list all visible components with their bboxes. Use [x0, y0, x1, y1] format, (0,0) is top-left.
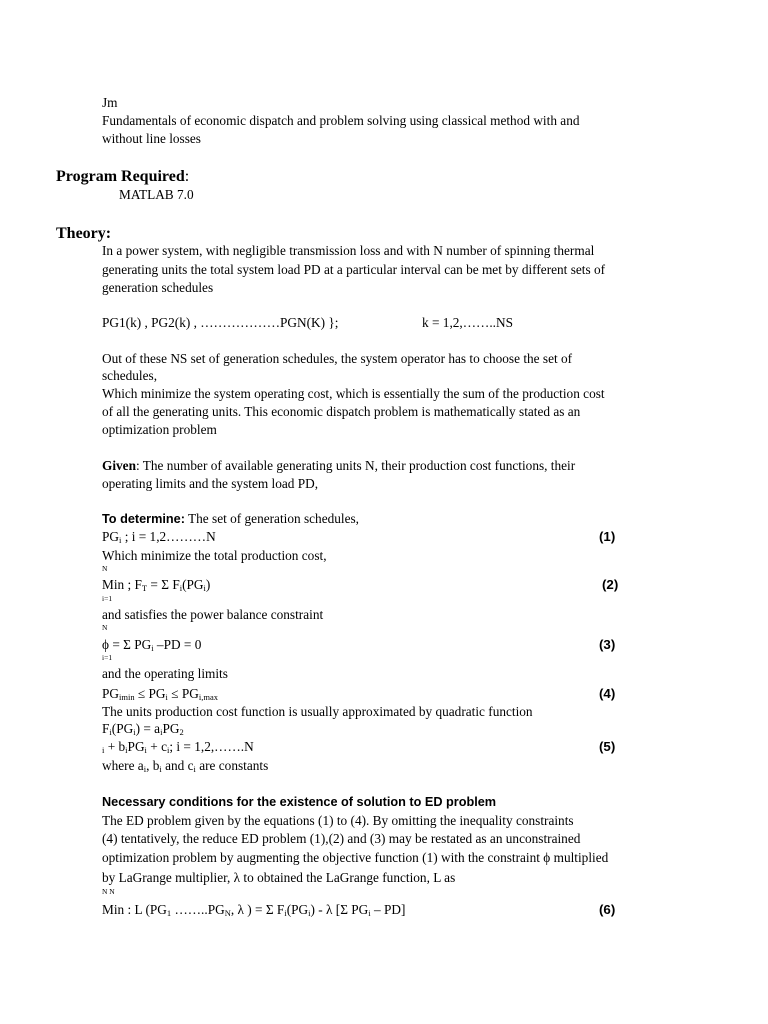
sum-lower-limit-2: i=1: [102, 653, 113, 662]
necessary-line-1: The ED problem given by the equations (1) to (4). By omitting the inequality constraints: [102, 813, 574, 828]
equation-5-number: (5): [599, 739, 616, 754]
para2-line-3: Which minimize the system operating cost, which is essentially the sum of the production cost: [102, 386, 605, 401]
power-balance-text: and satisfies the power balance constraint: [102, 607, 324, 622]
equation-6: Min : L ($PG_1$ $\dots\dots..PG_N$, λ ) = Σ $F_i(PG_i)$ - λ [Σ $PG_i - PD$]: [102, 902, 406, 918]
equation-3-number: (3): [599, 637, 616, 652]
constants-text: where $a_i$, $b_i$ and $c_i$ are constants: [102, 758, 269, 774]
equation-5-line-1: $F_i(PG_i) = a_iPG_2$: [102, 721, 184, 737]
equation-1-number: (1): [599, 529, 616, 544]
necessary-heading: Necessary conditions for the existence of solution to ED problem: [102, 795, 497, 809]
min-total-text: Which minimize the total production cost,: [102, 548, 327, 563]
equation-2-number: (2): [602, 577, 619, 592]
equation-4: $PG_{imin} \le PG_i \le PG_{i,max}$: [102, 686, 218, 702]
para2-line-5: optimization problem: [102, 422, 217, 437]
given-line-2: operating limits and the system load PD,: [102, 476, 319, 491]
document-id: Jm: [102, 95, 118, 110]
para2-line-1: Out of these NS set of generation schedules, the system operator has to choose the set of: [102, 351, 573, 366]
sum-upper-limit-2: N: [102, 623, 108, 632]
program-heading: Program Required:: [56, 168, 190, 185]
sum-upper-limits: N N: [102, 887, 115, 896]
theory-intro-1: In a power system, with negligible transmission loss and with N number of spinning thermal: [102, 243, 595, 258]
para2-line-2: schedules,: [102, 368, 158, 383]
equation-1: $PG_i$ ; i = 1,2………N: [102, 529, 216, 545]
quadratic-text: The units production cost function is usually approximated by quadratic function: [102, 704, 533, 719]
equation-2: Min ; $F_T = \Sigma$ $F_i(PG_i)$: [102, 577, 211, 593]
determine-line: To determine: The set of generation schedules,: [102, 511, 359, 526]
equation-5-line-2: $_i + b_iPG_i + c_i$; i = 1,2,…….N: [102, 739, 254, 755]
given-line: Given: The number of available generating units N, their production cost functions, their: [102, 458, 576, 473]
theory-intro-2: generating units the total system load PD at a particular interval can be met by different sets of: [102, 262, 606, 277]
schedule-index: k = 1,2,……..NS: [422, 315, 513, 330]
program-value: MATLAB 7.0: [119, 187, 194, 202]
theory-intro-3: generation schedules: [102, 280, 214, 295]
theory-heading: Theory:: [56, 225, 112, 242]
doc-title-line-1: Fundamentals of economic dispatch and problem solving using classical method with and: [102, 113, 580, 128]
sum-lower-limit: i=1: [102, 594, 113, 603]
op-limits-text: and the operating limits: [102, 666, 228, 681]
equation-6-number: (6): [599, 902, 616, 917]
para2-line-4: of all the generating units. This economic dispatch problem is mathematically stated as an: [102, 404, 581, 419]
necessary-line-2: (4) tentatively, the reduce ED problem (1),(2) and (3) may be restated as an unconstrained: [102, 831, 581, 846]
doc-title-line-2: without line losses: [102, 131, 201, 146]
necessary-line-3: optimization problem by augmenting the objective function (1) with the constraint ϕ multiplied: [102, 850, 609, 865]
sum-upper-limit: N: [102, 564, 108, 573]
schedule-formula: PG1(k) , PG2(k) , ………………PGN(K) };: [102, 315, 339, 330]
equation-4-number: (4): [599, 686, 616, 701]
equation-3: ϕ = Σ $PG_i$ –PD = 0: [102, 637, 202, 653]
necessary-line-4: by LaGrange multiplier, λ to obtained the LaGrange function, L as: [102, 870, 456, 885]
